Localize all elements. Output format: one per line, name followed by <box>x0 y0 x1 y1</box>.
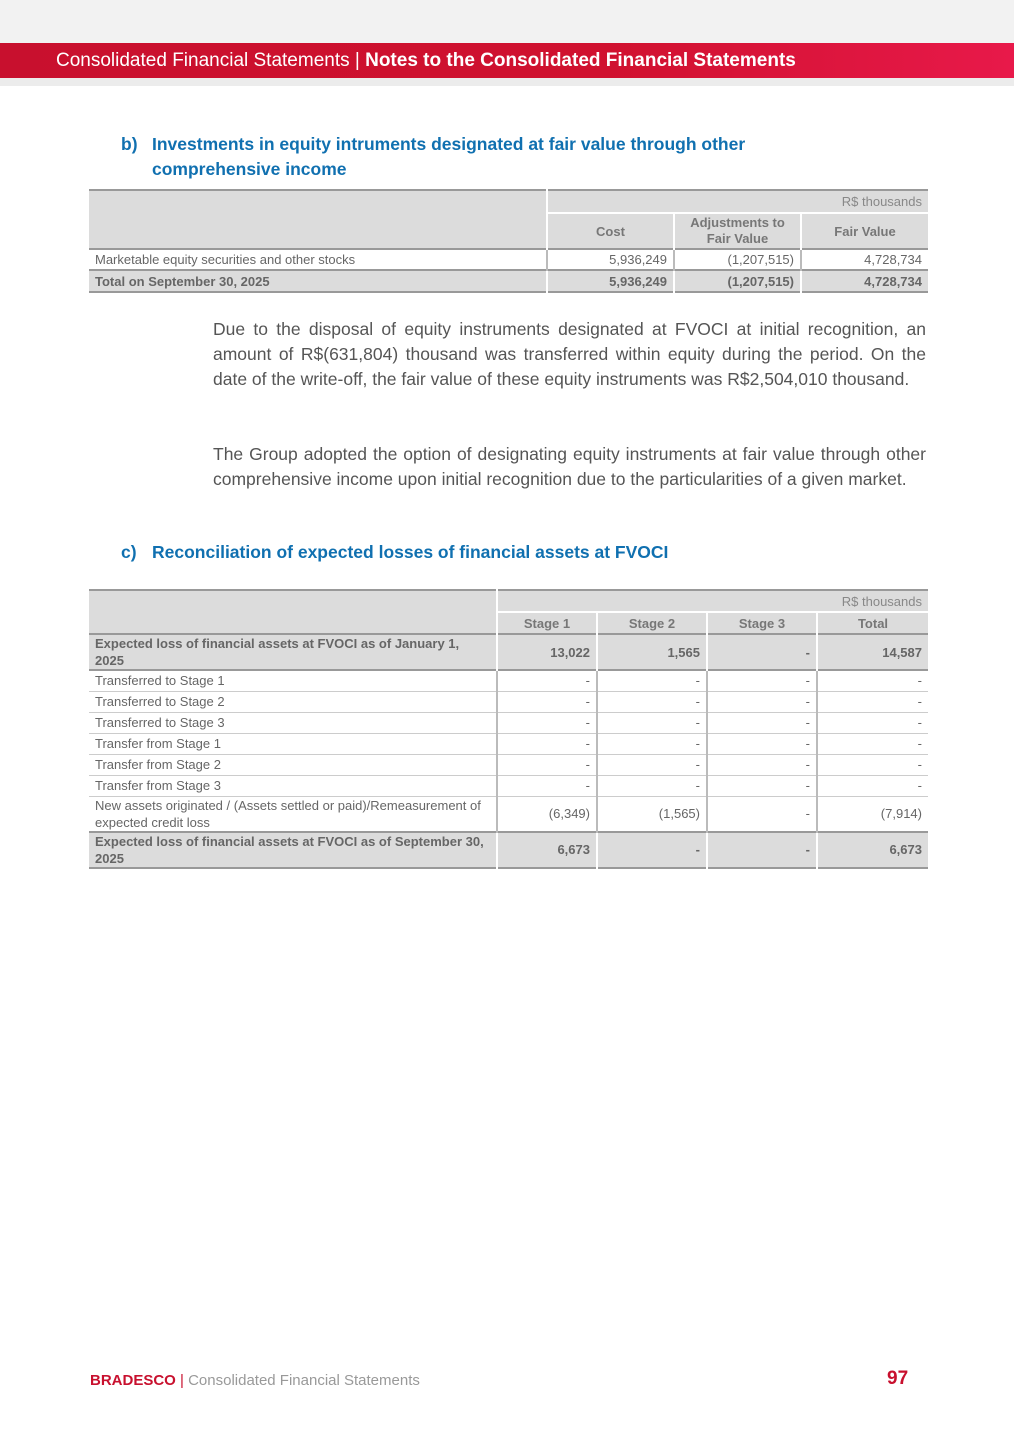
cell-stage-2: - <box>597 712 707 733</box>
header-divider <box>0 78 1014 86</box>
cell-stage-2: - <box>597 733 707 754</box>
cell-fair-value: 4,728,734 <box>864 252 922 267</box>
table-row <box>89 691 928 712</box>
page-header <box>0 43 1014 78</box>
row-label: Marketable equity securities and other stocks <box>89 249 547 270</box>
section-c-letter: c) <box>121 542 137 562</box>
table-total-row <box>89 270 928 292</box>
row-label: Transfer from Stage 1 <box>89 733 497 754</box>
total-fair-value: 4,728,734 <box>864 273 922 289</box>
row-label: Transferred to Stage 3 <box>89 712 497 733</box>
cell-stage-2: - <box>597 754 707 775</box>
table-b-col-cost: Cost <box>547 213 674 249</box>
cell-stage-1: 6,673 <box>497 832 597 868</box>
table-c-col-stage-3: Stage 3 <box>707 612 817 634</box>
expected-losses-table <box>89 589 928 869</box>
header-section: Consolidated Financial Statements <box>56 50 350 71</box>
cell-stage-1: - <box>497 670 597 691</box>
cell-total: - <box>917 736 922 751</box>
table-opening-row <box>89 634 928 670</box>
section-b-title-line2: comprehensive income <box>152 159 347 179</box>
table-c-unit: R$ thousands <box>497 590 928 612</box>
cell-total: - <box>917 715 922 730</box>
section-b-letter: b) <box>121 134 138 154</box>
cell-stage-2: - <box>597 691 707 712</box>
cell-stage-3: - <box>707 670 817 691</box>
table-row <box>89 754 928 775</box>
footer-doc-title: Consolidated Financial Statements <box>188 1372 420 1389</box>
cell-total: (7,914) <box>880 806 922 821</box>
cell-stage-1: - <box>497 691 597 712</box>
total-label: Total on September 30, 2025 <box>89 270 547 292</box>
cell-stage-1: - <box>497 733 597 754</box>
table-row <box>89 796 928 832</box>
cell-stage-1: - <box>497 712 597 733</box>
cell-stage-1: - <box>497 754 597 775</box>
cell-stage-3: - <box>707 733 817 754</box>
table-b-col-fair-value: Fair Value <box>801 213 928 249</box>
row-label: Transfer from Stage 3 <box>89 775 497 796</box>
cell-stage-2: (1,565) <box>597 796 707 832</box>
footer-separator: | <box>175 1372 189 1389</box>
table-closing-row <box>89 832 928 868</box>
table-c-col-stage-1: Stage 1 <box>497 612 597 634</box>
row-label: Transfer from Stage 2 <box>89 754 497 775</box>
cell-stage-1: 13,022 <box>497 634 597 670</box>
row-label: Expected loss of financial assets at FVOCI as of January 1, 2025 <box>89 634 497 670</box>
paragraph-disposal: Due to the disposal of equity instruments designated at FVOCI at initial recognition, an amount of R$(631,804) thousand was transferred within equity during the period. On the date of the write-off, the fair value of these equity instruments was R$2,504,010 thousand. <box>213 319 926 389</box>
cell-stage-1: (6,349) <box>497 796 597 832</box>
cell-stage-2: - <box>597 775 707 796</box>
page-footer <box>90 1372 420 1389</box>
table-row <box>89 712 928 733</box>
cell-stage-3: - <box>707 796 817 832</box>
cell-total: - <box>917 778 922 793</box>
cell-stage-3: - <box>707 712 817 733</box>
cell-stage-3: - <box>707 634 817 670</box>
total-cost: 5,936,249 <box>547 270 674 292</box>
cell-stage-1: - <box>497 775 597 796</box>
header-subsection: Notes to the Consolidated Financial Statements <box>365 50 796 71</box>
cell-stage-2: - <box>597 832 707 868</box>
page-number: 97 <box>887 1368 909 1389</box>
table-row <box>89 775 928 796</box>
footer-brand: BRADESCO <box>90 1372 176 1389</box>
cell-stage-3: - <box>707 775 817 796</box>
table-row <box>89 733 928 754</box>
row-label: Transferred to Stage 1 <box>89 670 497 691</box>
cell-total: - <box>917 757 922 772</box>
cell-total: 6,673 <box>889 842 922 857</box>
table-b-col-adjustments: Adjustments to Fair Value <box>674 213 801 249</box>
section-b-title <box>152 132 745 182</box>
section-b-title-line1: Investments in equity intruments designated at fair value through other <box>152 134 746 154</box>
section-c-title: Reconciliation of expected losses of financial assets at FVOCI <box>152 542 669 562</box>
header-separator: | <box>349 50 366 71</box>
table-b-corner <box>89 190 547 249</box>
cell-adjustments: (1,207,515) <box>674 249 801 270</box>
table-c-col-stage-2: Stage 2 <box>597 612 707 634</box>
row-label: Transferred to Stage 2 <box>89 691 497 712</box>
table-b-unit: R$ thousands <box>547 190 928 213</box>
paragraph-option: The Group adopted the option of designating equity instruments at fair value through other comprehensive income upon initial recognition due to the particularities of a given market. <box>213 444 926 489</box>
cell-total: - <box>917 694 922 709</box>
cell-total: - <box>917 673 922 689</box>
cell-total: 14,587 <box>882 644 922 660</box>
cell-stage-3: - <box>707 754 817 775</box>
table-c-col-total: Total <box>817 612 928 634</box>
table-row <box>89 249 928 270</box>
cell-stage-3: - <box>707 691 817 712</box>
top-margin <box>0 0 1014 43</box>
cell-cost: 5,936,249 <box>547 249 674 270</box>
cell-stage-2: 1,565 <box>597 634 707 670</box>
table-c-corner <box>89 590 497 634</box>
equity-instruments-table <box>89 189 928 293</box>
section-b-heading <box>121 132 881 182</box>
table-row <box>89 670 928 691</box>
total-adjustments: (1,207,515) <box>674 270 801 292</box>
cell-stage-2: - <box>597 670 707 691</box>
row-label: Expected loss of financial assets at FVOCI as of September 30, 2025 <box>89 832 497 868</box>
row-label: New assets originated / (Assets settled or paid)/Remeasurement of expected credit loss <box>89 796 497 832</box>
section-c-heading <box>121 540 881 565</box>
cell-stage-3: - <box>707 832 817 868</box>
